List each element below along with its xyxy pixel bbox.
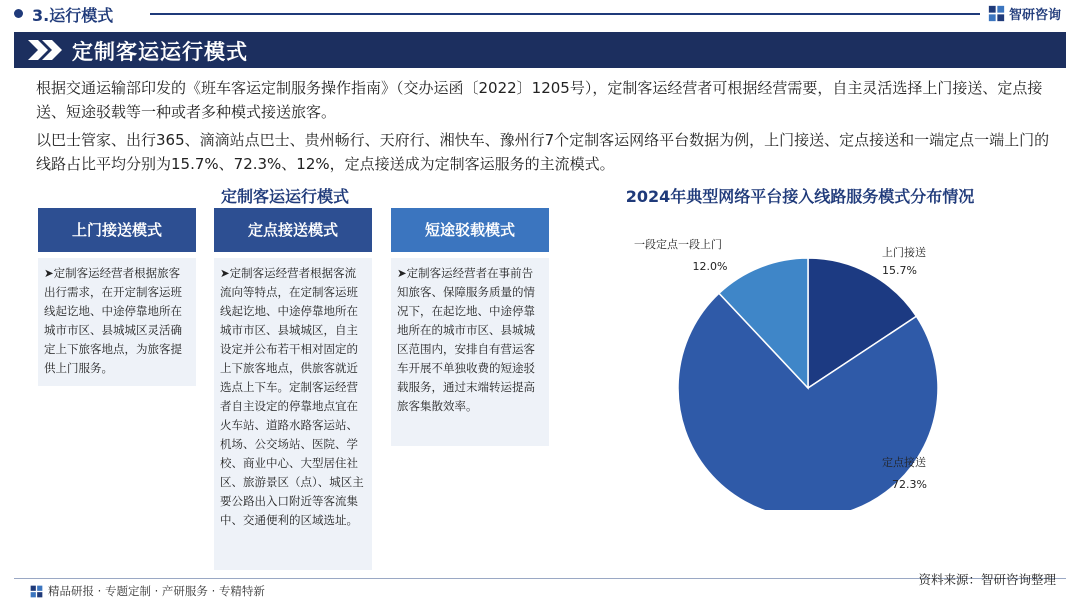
intro-paragraph: 根据交通运输部印发的《班车客运定制服务操作指南》（交办运函〔2022〕1205号），定制客运经营者可根据经营需要，自主灵活选择上门接送、定点接送、短途驳载等一种或者多种模式接送旅客。: [36, 79, 1043, 121]
mode-card-short-shuttle: [391, 208, 549, 446]
brand-logo-icon: [988, 5, 1005, 22]
mode-card-text: ➤定制客运经营者在事前告知旅客、保障服务质量的情况下，在起讫地、中途停靠地所在的城市市区、县城城区范围内，安排自有营运客车开展不单独收费的短途驳载服务，通过末端转运提高旅客集散效率。: [391, 258, 549, 446]
brand-logo: [988, 4, 1061, 23]
mode-card-door-to-door: [38, 208, 196, 386]
mode-card-title: 上门接送模式: [38, 208, 196, 252]
pie-label-name-door-to-door: 上门接送: [882, 246, 926, 259]
modes-heading: 定制客运运行模式: [220, 187, 349, 206]
chart-title: 2024年典型网络平台接入线路服务模式分布情况: [625, 187, 975, 206]
pie-chart: [560, 210, 1060, 510]
mode-card-title: 定点接送模式: [214, 208, 372, 252]
mode-card-title: 短途驳载模式: [391, 208, 549, 252]
source-note: 资料来源：智研咨询整理: [918, 572, 1056, 587]
pie-label-name-fixed-point: 定点接送: [882, 456, 926, 469]
section-bullet-icon: [14, 9, 23, 18]
section-label: 3.运行模式: [32, 6, 114, 25]
footer-tagline: [30, 583, 265, 599]
data-paragraph: 以巴士管家、出行365、滴滴站点巴士、贵州畅行、天府行、湘快车、豫州行7个定制客运网络平台数据为例，上门接送、定点接送和一端定点一端上门的线路占比平均分别为15.7%、72.3%、12%，定点接送成为定制客运服务的主流模式。: [36, 131, 1050, 173]
pie-label-name-mixed: 一段定点一段上门: [634, 238, 722, 251]
top-header: [0, 0, 1080, 28]
mode-card-text: ➤定制客运经营者根据旅客出行需求，在开定制客运班线起讫地、中途停靠地所在城市市区、县城城区灵活确定上下旅客地点，为旅客提供上门服务。: [38, 258, 196, 386]
mode-card-text: ➤定制客运经营者根据客流流向等特点，在定制客运班线起讫地、中途停靠地所在城市市区、县城城区，自主设定并公布若干相对固定的上下旅客地点，供旅客就近选点上下车。定制客运经营者自主设定的停靠地点宜在火车站、道路水路客运站、机场、公交场站、医院、学校、商业中心、大型居住社区、旅游景区（点）、城区主要公路出入口附近等客流集中、交通便利的区域选址。: [214, 258, 372, 570]
footer-tagline-text: 精品研报 · 专题定制 · 产研服务 · 专精特新: [48, 584, 265, 598]
mode-card-fixed-point: [214, 208, 372, 570]
footer-divider: [14, 578, 1066, 579]
pie-label-value-mixed: 12.0%: [692, 260, 728, 273]
pie-label-value-fixed-point: 72.3%: [892, 478, 927, 491]
brand-name: 智研咨询: [1009, 8, 1062, 23]
page-title: 定制客运运行模式: [72, 40, 248, 64]
brand-mark-icon: [30, 585, 43, 598]
title-banner: [14, 32, 1066, 68]
pie-label-value-door-to-door: 15.7%: [882, 264, 917, 277]
header-divider: [150, 13, 980, 15]
double-chevron-icon: [26, 40, 66, 60]
